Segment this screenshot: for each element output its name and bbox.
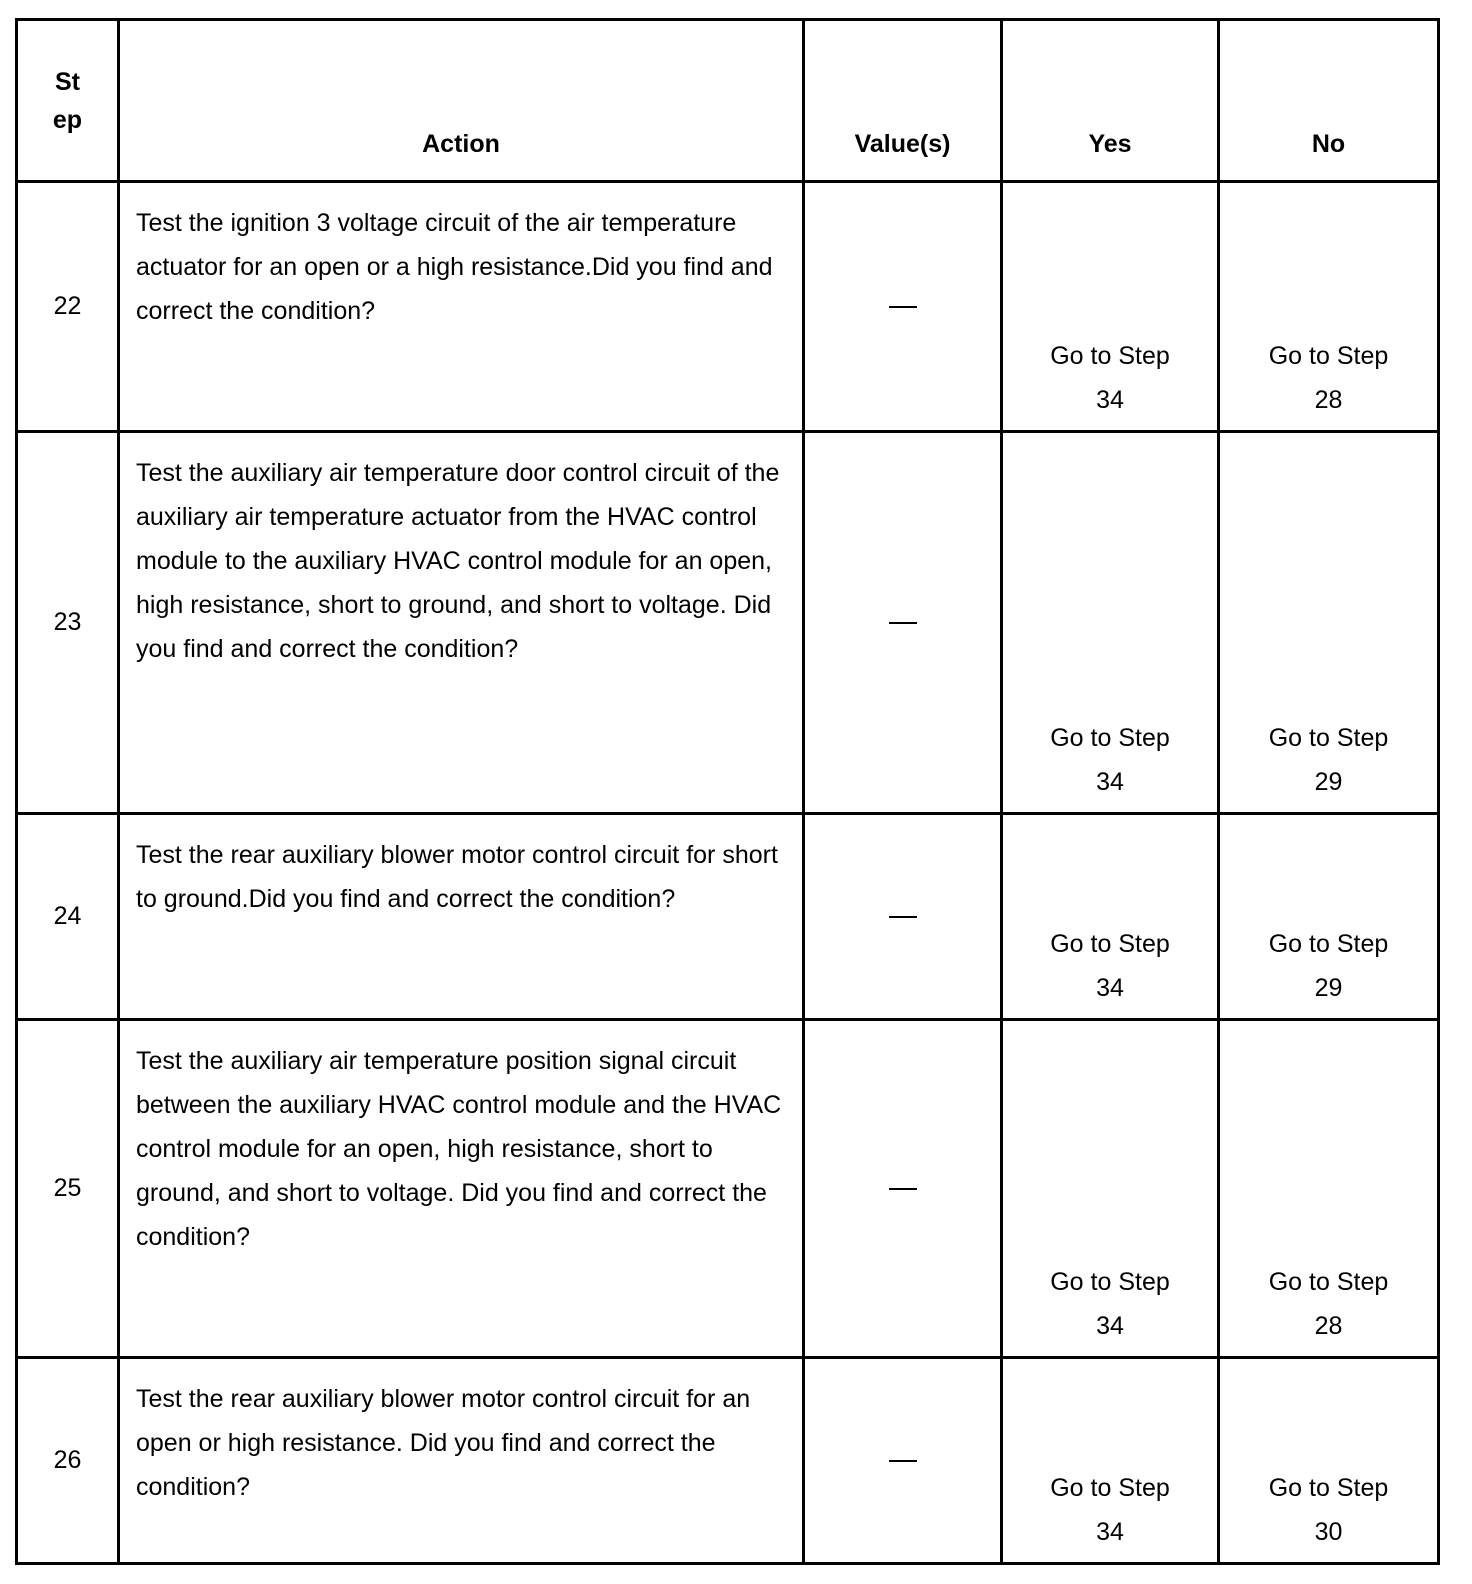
yes-cell <box>1002 814 1219 1020</box>
action-text: Test the auxiliary air temperature position signal circuit between the auxiliary HVAC control module and the HVAC control module for an open, high resistance, short to ground, and short to voltage. Did you find and correct the condition? <box>119 1020 804 1358</box>
no-goto-label: Go to Step <box>1268 930 1389 958</box>
table-row <box>17 1020 1439 1358</box>
yes-cell <box>1002 182 1219 432</box>
action-text: Test the ignition 3 voltage circuit of the air temperature actuator for an open or a high resistance.Did you find and correct the condition? <box>119 182 804 432</box>
step-number: 23 <box>17 432 119 814</box>
header-row <box>17 20 1439 182</box>
no-cell <box>1219 432 1439 814</box>
header-no: No <box>1219 20 1439 182</box>
yes-goto-label: Go to Step <box>1050 724 1170 752</box>
table-row <box>17 432 1439 814</box>
no-goto-step: 30 <box>1314 1518 1343 1546</box>
no-goto-step: 29 <box>1314 768 1343 796</box>
yes-goto-label: Go to Step <box>1050 1474 1170 1502</box>
em-dash <box>889 1188 917 1190</box>
action-text: Test the rear auxiliary blower motor control circuit for an open or high resistance. Did you find and correct the condition? <box>119 1358 804 1564</box>
yes-goto-step: 34 <box>1096 1518 1124 1546</box>
yes-goto-step: 34 <box>1096 974 1124 1002</box>
no-goto-label: Go to Step <box>1268 342 1389 370</box>
value-cell <box>804 432 1002 814</box>
no-goto-label: Go to Step <box>1268 724 1389 752</box>
step-number: 25 <box>17 1020 119 1358</box>
em-dash <box>889 916 917 918</box>
yes-goto-label: Go to Step <box>1050 930 1170 958</box>
value-cell <box>804 1020 1002 1358</box>
header-yes: Yes <box>1002 20 1219 182</box>
no-goto-step: 28 <box>1314 1312 1343 1340</box>
no-cell <box>1219 814 1439 1020</box>
no-goto-label: Go to Step <box>1268 1474 1389 1502</box>
no-cell <box>1219 182 1439 432</box>
no-cell <box>1219 1358 1439 1564</box>
yes-cell <box>1002 432 1219 814</box>
step-number: 24 <box>17 814 119 1020</box>
header-action: Action <box>119 20 804 182</box>
header-values: Value(s) <box>804 20 1002 182</box>
value-cell <box>804 182 1002 432</box>
value-cell <box>804 1358 1002 1564</box>
yes-goto-step: 34 <box>1096 1312 1124 1340</box>
yes-cell <box>1002 1020 1219 1358</box>
table-row <box>17 1358 1439 1564</box>
step-number: 22 <box>17 182 119 432</box>
step-number: 26 <box>17 1358 119 1564</box>
yes-cell <box>1002 1358 1219 1564</box>
em-dash <box>889 1460 917 1462</box>
table-row <box>17 814 1439 1020</box>
em-dash <box>889 622 917 624</box>
action-text: Test the auxiliary air temperature door control circuit of the auxiliary air temperature actuator from the HVAC control module to the auxiliary HVAC control module for an open, high resistance, short to ground, and short to voltage. Did you find and correct the condition? <box>119 432 804 814</box>
em-dash <box>889 306 917 308</box>
yes-goto-step: 34 <box>1096 768 1124 796</box>
header-step <box>17 20 119 182</box>
header-step-line2: ep <box>52 105 83 134</box>
no-goto-label: Go to Step <box>1268 1268 1389 1296</box>
yes-goto-label: Go to Step <box>1050 1268 1170 1296</box>
diagnostic-table <box>15 18 1440 1565</box>
no-goto-step: 29 <box>1314 974 1343 1002</box>
value-cell <box>804 814 1002 1020</box>
yes-goto-step: 34 <box>1096 386 1124 414</box>
yes-goto-label: Go to Step <box>1050 342 1170 370</box>
table-row <box>17 182 1439 432</box>
action-text: Test the rear auxiliary blower motor control circuit for short to ground.Did you find and correct the condition? <box>119 814 804 1020</box>
no-cell <box>1219 1020 1439 1358</box>
header-step-line1: St <box>55 67 80 96</box>
no-goto-step: 28 <box>1314 386 1343 414</box>
